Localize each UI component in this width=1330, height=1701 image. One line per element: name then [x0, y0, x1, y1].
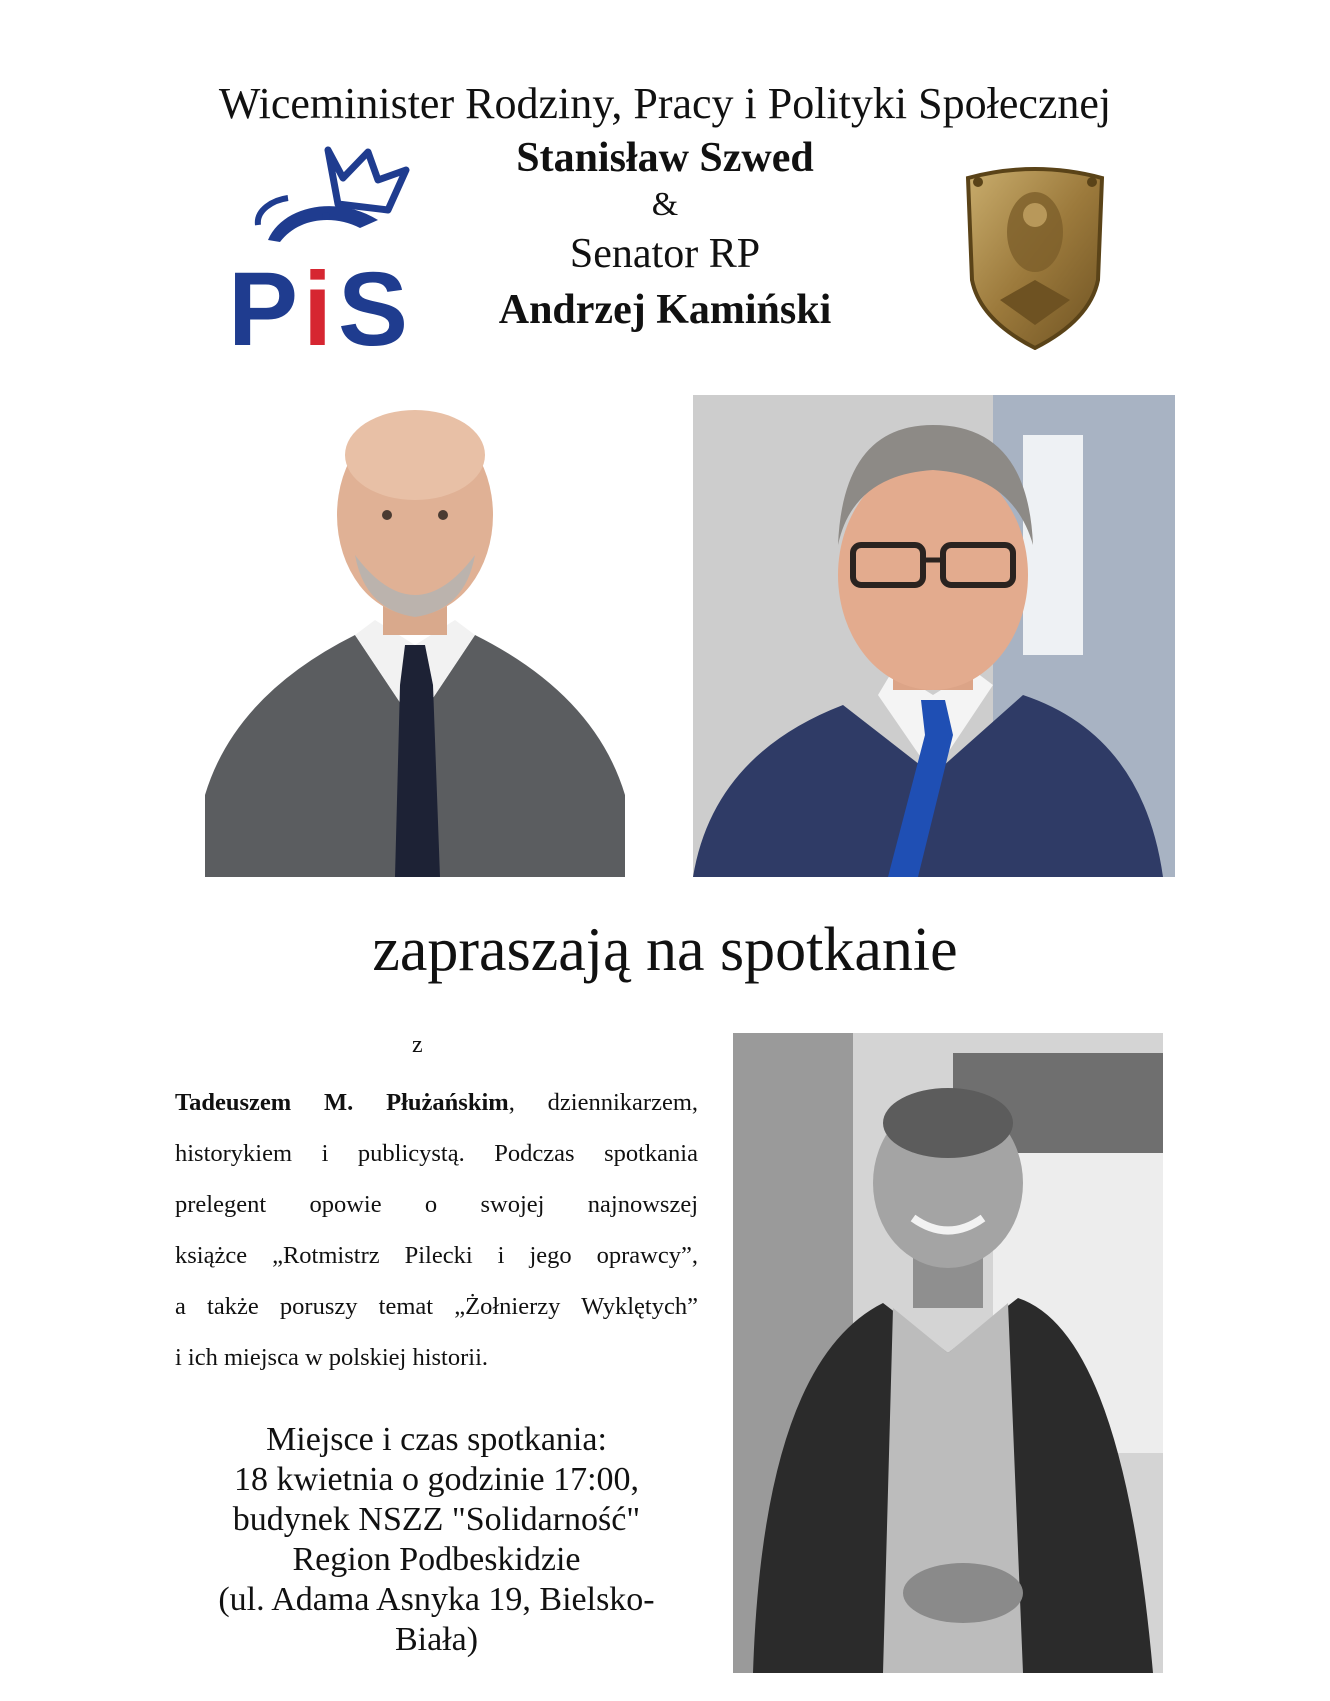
logo-letter-i: i — [303, 251, 333, 355]
guest-name: Tadeuszem M. Płużańskim — [175, 1089, 509, 1116]
invite-headline: zapraszają na spotkanie — [372, 916, 958, 984]
place-date: 18 kwietnia o godzinie 17:00, — [233, 1461, 640, 1498]
preposition-z: z — [412, 1032, 423, 1058]
header-name-kaminski: Andrzej Kamiński — [498, 287, 832, 333]
header-ampersand: & — [651, 186, 679, 223]
pis-logo — [228, 130, 448, 355]
logo-letter-s: S — [338, 251, 409, 355]
header-name-szwed: Stanisław Szwed — [516, 135, 814, 181]
place-city: Biała) — [394, 1621, 479, 1658]
place-and-time — [175, 1420, 698, 1660]
guest-description — [175, 1077, 698, 1383]
description-line: książce „Rotmistrz Pilecki i jego oprawcy”, — [175, 1242, 698, 1269]
place-heading: Miejsce i czas spotkania: — [266, 1421, 607, 1458]
place-building: budynek NSZZ "Solidarność" — [232, 1501, 641, 1538]
shield-badge-icon — [960, 160, 1110, 350]
place-region: Region Podbeskidzie — [292, 1541, 581, 1578]
place-address: (ul. Adama Asnyka 19, Bielsko- — [218, 1581, 655, 1618]
description-line: i ich miejsca w polskiej historii. — [175, 1344, 489, 1371]
logo-letter-p: P — [228, 251, 299, 355]
description-line: historykiem i publicystą. Podczas spotkania — [175, 1140, 698, 1167]
portrait-photo-szwed — [693, 395, 1175, 877]
portrait-photo-kaminski — [205, 395, 625, 877]
portrait-photo-pluzanski — [733, 1033, 1163, 1673]
header-title-line: Wiceminister Rodziny, Pracy i Polityki Społecznej — [218, 79, 1112, 128]
description-line: a także poruszy temat „Żołnierzy Wyklętych” — [175, 1293, 698, 1320]
header-senator-title: Senator RP — [569, 231, 761, 277]
description-line: prelegent opowie o swojej najnowszej — [175, 1191, 698, 1218]
description-line: Tadeuszem M. Płużańskim, dziennikarzem, — [175, 1089, 699, 1116]
